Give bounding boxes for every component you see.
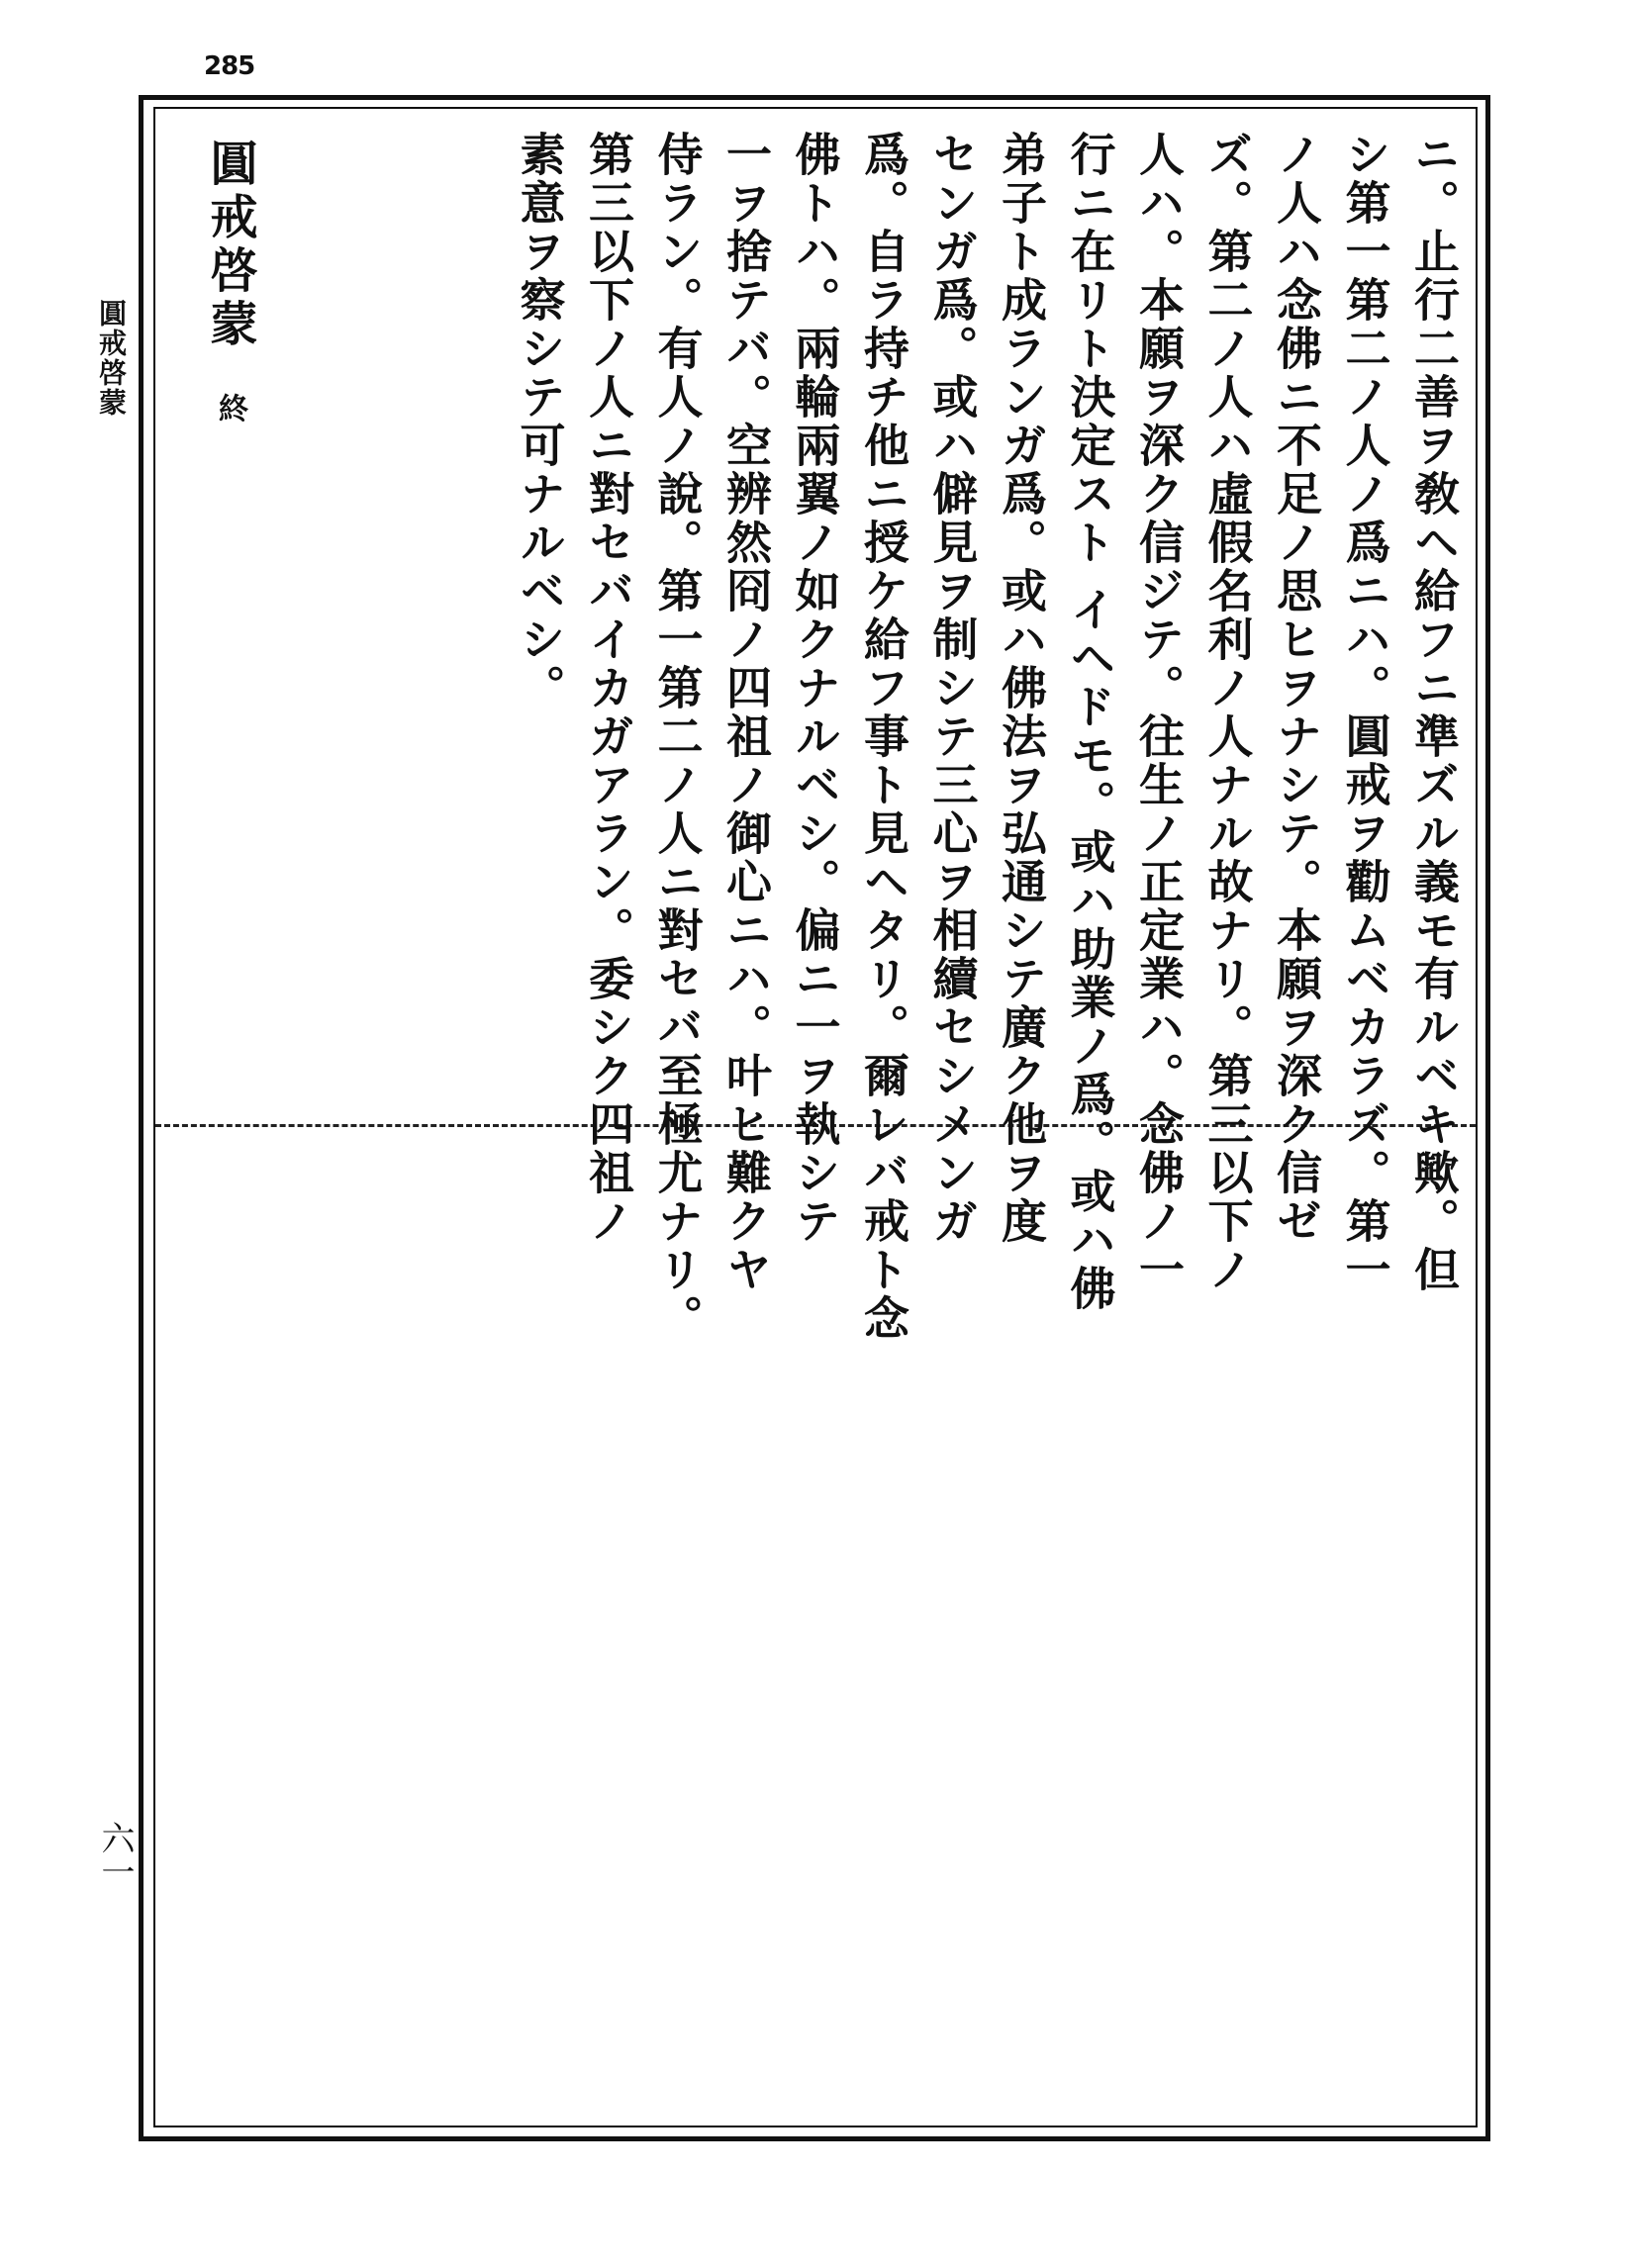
colophon-title: 圓戒啓蒙 bbox=[202, 139, 257, 352]
running-title: 圓戒啓蒙 bbox=[95, 299, 128, 418]
text-line-4: ズ。第二ノ人ハ虛假名利ノ人ナル故ナリ。第三以下ノ bbox=[1200, 131, 1255, 1294]
text-line-13: 第三以下ノ人ニ對セバイカガアラン。委シク四祖ノ bbox=[582, 131, 635, 1246]
colophon bbox=[196, 139, 264, 423]
folio: 六一 bbox=[95, 1821, 135, 1888]
text-line-12: 侍ラン。有人ノ說。第一第二ノ人ニ對セバ至極尤ナリ。 bbox=[650, 131, 705, 1343]
text-line-10: 佛トハ。兩輪兩翼ノ如クナルベシ。偏ニ一ヲ執シテ bbox=[788, 131, 842, 1246]
text-line-7: 弟子ト成ランガ爲。或ハ佛法ヲ弘通シテ廣ク他ヲ度 bbox=[995, 131, 1048, 1246]
page-number: 285 bbox=[204, 51, 255, 81]
text-line-5: 人ハ。本願ヲ深ク信ジテ。往生ノ正定業ハ。念佛ノ一 bbox=[1132, 131, 1186, 1294]
main-text-block bbox=[505, 131, 1468, 1343]
text-line-8: センガ爲。或ハ僻見ヲ制シテ三心ヲ相續セシメンガ bbox=[925, 131, 980, 1246]
text-line-1: ニ。止行二善ヲ敎ヘ給フニ準ズル義モ有ルベキ歟。但 bbox=[1407, 131, 1461, 1294]
text-line-2: シ第一第二ノ人ノ爲ニハ。圓戒ヲ勸ムベカラズ。第一 bbox=[1338, 131, 1392, 1294]
text-line-14: 素意ヲ察シテ可ナルベシ。 bbox=[513, 131, 567, 712]
text-line-3: ノ人ハ念佛ニ不足ノ思ヒヲナシテ。本願ヲ深ク信ゼ bbox=[1270, 131, 1323, 1246]
text-line-11: 一ヲ捨テバ。空辨然冏ノ四祖ノ御心ニハ。叶ヒ難クヤ bbox=[719, 131, 773, 1294]
text-line-6: 行ニ在リト決定スト イヘドモ。或ハ助業ノ爲。或ハ佛 bbox=[1063, 131, 1117, 1314]
text-line-9: 爲。自ラ持チ他ニ授ケ給フ事ト見ヘタリ。爾レバ戒ト念 bbox=[857, 131, 910, 1343]
colophon-end-mark: 終 bbox=[213, 392, 247, 423]
